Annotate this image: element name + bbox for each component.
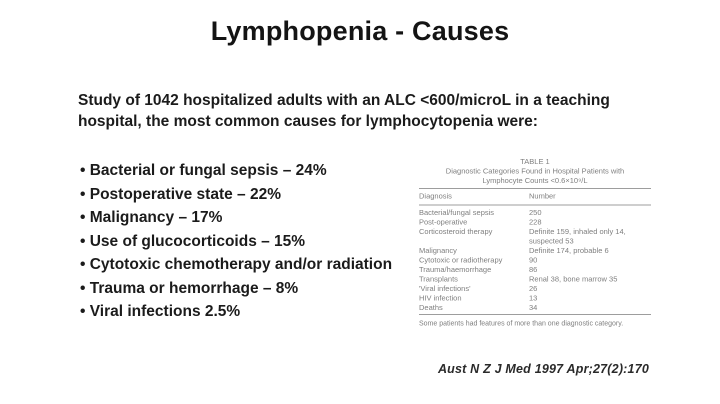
table-header-row [419, 189, 651, 205]
table-row [419, 303, 651, 313]
table-caption-line: Lymphocyte Counts <0.6×10⁹/L [482, 176, 588, 185]
citation: Aust N Z J Med 1997 Apr;27(2):170 [437, 362, 649, 376]
table-row [419, 227, 651, 246]
number-cell: 228 [529, 218, 542, 227]
list-item: • Malignancy – 17% [80, 206, 420, 230]
table-row [419, 256, 651, 266]
diagnosis-cell: Trauma/haemorrhage [419, 265, 492, 274]
table-body [419, 206, 651, 315]
number-cell: Definite 159, inhaled only 14, suspected 53 [529, 227, 626, 246]
number-cell: 13 [529, 294, 538, 303]
number-cell: Definite 174, probable 6 [529, 246, 609, 255]
diagnosis-cell: Deaths [419, 303, 443, 312]
table-row [419, 294, 651, 304]
number-cell: 86 [529, 265, 538, 274]
diagnosis-cell: Transplants [419, 275, 458, 284]
table-rule [419, 314, 651, 315]
table-row [419, 208, 651, 218]
list-item: • Viral infections 2.5% [80, 300, 420, 324]
page-title: Lymphopenia - Causes [210, 16, 510, 46]
table-row [419, 246, 651, 256]
number-cell: 34 [529, 303, 538, 312]
table-row [419, 265, 651, 275]
number-cell: 250 [529, 208, 542, 217]
number-cell: 26 [529, 284, 538, 293]
scanned-table-figure [419, 157, 651, 328]
list-item: • Postoperative state – 22% [80, 183, 420, 207]
column-header-number: Number [529, 192, 556, 201]
table-row [419, 275, 651, 285]
list-item: • Cytotoxic chemotherapy and/or radiation [80, 253, 420, 277]
table-footnote: Some patients had features of more than one diagnostic category. [419, 319, 624, 327]
diagnosis-cell: Bacterial/fungal sepsis [419, 208, 495, 217]
list-item: • Use of glucocorticoids – 15% [80, 230, 420, 254]
number-cell: 90 [529, 256, 538, 265]
diagnosis-cell: Corticosteroid therapy [419, 227, 493, 236]
table-label: TABLE 1 [520, 157, 550, 166]
table-row [419, 218, 651, 228]
diagnosis-cell: 'Viral infections' [419, 284, 471, 293]
column-header-diagnosis: Diagnosis [419, 192, 452, 201]
diagnosis-cell: Malignancy [419, 246, 457, 255]
bullet-list [80, 159, 420, 324]
diagnosis-cell: Post-operative [419, 218, 468, 227]
intro-text: Study of 1042 hospitalized adults with an ALC <600/microL in a teaching hospital, the most common causes for lymphocytopenia were: [78, 92, 610, 130]
list-item: • Trauma or hemorrhage – 8% [80, 277, 420, 301]
diagnosis-cell: Cytotoxic or radiotherapy [419, 256, 503, 265]
table-caption-line: Diagnostic Categories Found in Hospital Patients with [445, 167, 625, 176]
table-row [419, 284, 651, 294]
diagnosis-cell: HIV infection [419, 294, 462, 303]
list-item: • Bacterial or fungal sepsis – 24% [80, 159, 420, 183]
number-cell: Renal 38, bone marrow 35 [529, 275, 618, 284]
